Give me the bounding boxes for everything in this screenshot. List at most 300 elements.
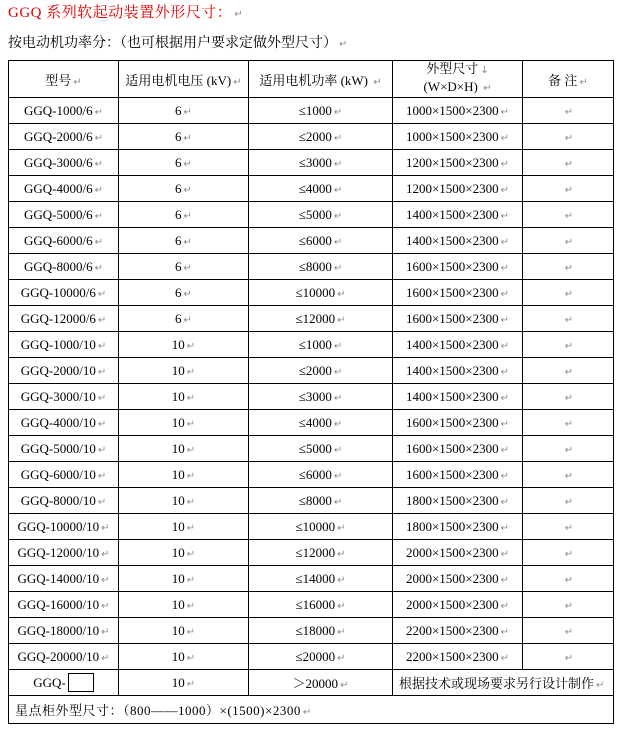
voltage-value: 10 (171, 518, 185, 534)
paragraph-mark: ↵ (186, 340, 196, 352)
paragraph-mark: ↵ (183, 314, 192, 326)
paragraph-mark: ↵ (186, 678, 196, 690)
table-row (9, 566, 614, 592)
paragraph-mark: ↵ (97, 366, 107, 378)
power-cell (249, 124, 393, 150)
voltage-value: 10 (171, 440, 185, 456)
dims-cell (393, 306, 523, 332)
paragraph-mark: ↵ (564, 652, 574, 664)
header-dims-sublabel: (W×D×H) (423, 79, 478, 94)
model-cell (9, 618, 119, 644)
voltage-value: 6 (175, 180, 182, 196)
model-cell (9, 124, 119, 150)
power-cell (249, 228, 393, 254)
voltage-cell (119, 540, 249, 566)
dims-value: 1400×1500×2300 (405, 388, 499, 404)
paragraph-mark: ↵ (564, 418, 574, 430)
dims-cell (393, 618, 523, 644)
power-value: ≤5000 (298, 206, 332, 222)
voltage-cell (119, 306, 249, 332)
model-value: GGQ-6000/6 (24, 232, 93, 248)
dims-cell (393, 488, 523, 514)
paragraph-mark: ↵ (234, 9, 244, 20)
voltage-value: 6 (175, 232, 182, 248)
remark-cell (523, 202, 614, 228)
power-value: ≤10000 (295, 284, 336, 300)
voltage-value: 10 (171, 622, 185, 638)
power-cell (249, 306, 393, 332)
paragraph-mark: ↵ (564, 158, 574, 170)
dims-cell (393, 358, 523, 384)
power-cell (249, 436, 393, 462)
model-cell (9, 280, 119, 306)
table-row (9, 332, 614, 358)
voltage-cell (119, 592, 249, 618)
power-cell (249, 618, 393, 644)
paragraph-mark: ↵ (564, 574, 574, 586)
power-cell (249, 176, 393, 202)
dims-value: 1800×1500×2300 (405, 492, 499, 508)
paragraph-mark: ↵ (97, 496, 107, 508)
paragraph-mark: ↵ (337, 574, 346, 586)
paragraph-mark: ↵ (500, 184, 510, 196)
dims-cell (393, 540, 523, 566)
power-cell (249, 592, 393, 618)
line-break-mark: ↓ (480, 65, 489, 76)
table-row (9, 254, 614, 280)
paragraph-mark: ↵ (186, 470, 196, 482)
model-cell (9, 254, 119, 280)
table-row (9, 384, 614, 410)
dimensions-table (8, 60, 614, 724)
remark-cell (523, 98, 614, 124)
special-power-value: ＞20000 (292, 676, 339, 691)
model-cell (9, 488, 119, 514)
paragraph-mark: ↵ (337, 288, 346, 300)
paragraph-mark: ↵ (564, 548, 574, 560)
model-value: GGQ-20000/10 (17, 648, 100, 664)
voltage-value: 10 (171, 336, 185, 352)
paragraph-mark: ↵ (94, 106, 103, 118)
voltage-value: 10 (171, 648, 185, 664)
voltage-cell (119, 462, 249, 488)
paragraph-mark: ↵ (500, 496, 510, 508)
table-row (9, 410, 614, 436)
power-cell (249, 280, 393, 306)
paragraph-mark: ↵ (97, 340, 107, 352)
power-value: ≤3000 (298, 154, 332, 170)
power-value: ≤2000 (298, 128, 332, 144)
voltage-cell (119, 228, 249, 254)
paragraph-mark: ↵ (333, 392, 343, 404)
model-cell (9, 358, 119, 384)
remark-cell (523, 514, 614, 540)
paragraph-mark: ↵ (183, 184, 192, 196)
power-value: ≤6000 (298, 232, 332, 248)
model-cell (9, 462, 119, 488)
dims-value: 1600×1500×2300 (405, 414, 499, 430)
model-value: GGQ-2000/6 (24, 128, 93, 144)
voltage-value: 10 (171, 596, 185, 612)
header-model-label: 型号 (45, 72, 72, 88)
special-model-prefix: GGQ- (33, 675, 66, 690)
model-value: GGQ-5000/6 (24, 206, 93, 222)
paragraph-mark: ↵ (564, 600, 574, 612)
paragraph-mark: ↵ (564, 444, 574, 456)
paragraph-mark: ↵ (186, 574, 196, 586)
paragraph-mark: ↵ (186, 392, 196, 404)
voltage-cell (119, 176, 249, 202)
paragraph-mark: ↵ (564, 522, 574, 534)
header-dims-label: 外型尺寸 (426, 61, 479, 76)
voltage-cell (119, 436, 249, 462)
power-cell (249, 462, 393, 488)
dims-cell (393, 228, 523, 254)
paragraph-mark: ↵ (186, 522, 196, 534)
remark-cell (523, 410, 614, 436)
model-value: GGQ-12000/10 (17, 544, 100, 560)
paragraph-mark: ↵ (564, 626, 574, 638)
dims-cell (393, 436, 523, 462)
paragraph-mark: ↵ (500, 210, 510, 222)
special-note-cell (393, 670, 614, 696)
header-model (9, 61, 119, 98)
page-subtitle (8, 34, 619, 54)
remark-cell (523, 618, 614, 644)
header-remark-label: 备 注 (548, 72, 578, 88)
power-value: ≤1000 (298, 102, 332, 118)
voltage-value: 6 (175, 128, 182, 144)
paragraph-mark: ↵ (339, 39, 348, 50)
special-row (9, 670, 614, 696)
header-power (249, 61, 393, 98)
header-voltage (119, 61, 249, 98)
power-cell (249, 150, 393, 176)
paragraph-mark: ↵ (94, 132, 103, 144)
dims-cell (393, 150, 523, 176)
header-remark (523, 61, 614, 98)
power-cell (249, 410, 393, 436)
model-cell (9, 202, 119, 228)
voltage-cell (119, 644, 249, 670)
paragraph-mark: ↵ (564, 470, 574, 482)
model-value: GGQ-4000/6 (24, 180, 93, 196)
special-model-cell (9, 670, 119, 696)
model-value: GGQ-2000/10 (20, 362, 96, 378)
header-row (9, 61, 614, 98)
remark-cell (523, 228, 614, 254)
power-value: ≤20000 (295, 648, 336, 664)
paragraph-mark: ↵ (564, 106, 574, 118)
voltage-cell (119, 384, 249, 410)
paragraph-mark: ↵ (337, 600, 346, 612)
remark-cell (523, 592, 614, 618)
power-value: ≤3000 (298, 388, 332, 404)
remark-cell (523, 384, 614, 410)
model-cell (9, 566, 119, 592)
voltage-cell (119, 566, 249, 592)
paragraph-mark: ↵ (73, 76, 82, 88)
paragraph-mark: ↵ (333, 444, 343, 456)
voltage-value: 6 (175, 310, 182, 326)
header-voltage-label: 适用电机电压 (kV) (125, 72, 232, 88)
model-cell (9, 436, 119, 462)
model-cell (9, 150, 119, 176)
paragraph-mark: ↵ (186, 496, 196, 508)
dims-value: 1400×1500×2300 (405, 206, 499, 222)
paragraph-mark: ↵ (94, 210, 103, 222)
table-row (9, 644, 614, 670)
paragraph-mark: ↵ (500, 444, 510, 456)
table-row (9, 176, 614, 202)
paragraph-mark: ↵ (94, 236, 103, 248)
remark-cell (523, 306, 614, 332)
voltage-value: 6 (175, 154, 182, 170)
model-value: GGQ-3000/6 (24, 154, 93, 170)
paragraph-mark: ↵ (333, 236, 343, 248)
paragraph-mark: ↵ (333, 210, 343, 222)
table-row (9, 618, 614, 644)
paragraph-mark: ↵ (500, 392, 510, 404)
paragraph-mark: ↵ (340, 680, 349, 691)
voltage-value: 10 (171, 362, 185, 378)
voltage-value: 6 (175, 284, 182, 300)
paragraph-mark: ↵ (564, 210, 574, 222)
model-cell (9, 514, 119, 540)
paragraph-mark: ↵ (333, 418, 343, 430)
model-cell (9, 644, 119, 670)
paragraph-mark: ↵ (183, 288, 192, 300)
model-value: GGQ-1000/10 (20, 336, 96, 352)
table-row (9, 462, 614, 488)
dims-value: 1600×1500×2300 (405, 258, 499, 274)
model-cell (9, 98, 119, 124)
paragraph-mark: ↵ (333, 366, 343, 378)
power-cell (249, 254, 393, 280)
paragraph-mark: ↵ (564, 340, 574, 352)
dims-value: 1000×1500×2300 (405, 102, 499, 118)
dims-value: 1400×1500×2300 (405, 232, 499, 248)
model-value: GGQ-16000/10 (17, 596, 100, 612)
remark-cell (523, 150, 614, 176)
footer-note-cell (9, 696, 614, 724)
power-cell (249, 540, 393, 566)
paragraph-mark: ↵ (564, 314, 574, 326)
paragraph-mark: ↵ (500, 158, 510, 170)
table-row (9, 202, 614, 228)
dims-value: 2000×1500×2300 (405, 570, 499, 586)
paragraph-mark: ↵ (500, 652, 510, 664)
model-value: GGQ-8000/6 (24, 258, 93, 274)
dims-value: 1600×1500×2300 (405, 284, 499, 300)
dims-cell (393, 462, 523, 488)
dims-cell (393, 124, 523, 150)
model-cell (9, 306, 119, 332)
power-value: ≤4000 (298, 180, 332, 196)
paragraph-mark: ↵ (500, 132, 510, 144)
voltage-value: 10 (171, 570, 185, 586)
remark-cell (523, 254, 614, 280)
voltage-value: 10 (171, 388, 185, 404)
dims-value: 1400×1500×2300 (405, 336, 499, 352)
power-cell (249, 332, 393, 358)
model-cell (9, 176, 119, 202)
voltage-cell (119, 150, 249, 176)
voltage-cell (119, 124, 249, 150)
paragraph-mark: ↵ (183, 262, 192, 274)
paragraph-mark: ↵ (183, 158, 192, 170)
dims-cell (393, 254, 523, 280)
voltage-cell (119, 488, 249, 514)
power-value: ≤18000 (295, 622, 336, 638)
table-row (9, 150, 614, 176)
table-row (9, 124, 614, 150)
paragraph-mark: ↵ (94, 158, 103, 170)
paragraph-mark: ↵ (500, 418, 510, 430)
power-cell (249, 488, 393, 514)
model-value: GGQ-3000/10 (20, 388, 96, 404)
paragraph-mark: ↵ (333, 106, 343, 118)
paragraph-mark: ↵ (500, 600, 510, 612)
paragraph-mark: ↵ (183, 236, 192, 248)
dims-cell (393, 566, 523, 592)
remark-cell (523, 644, 614, 670)
model-cell (9, 384, 119, 410)
remark-cell (523, 280, 614, 306)
remark-cell (523, 124, 614, 150)
model-value: GGQ-4000/10 (20, 414, 96, 430)
paragraph-mark: ↵ (186, 626, 196, 638)
voltage-cell (119, 202, 249, 228)
remark-cell (523, 358, 614, 384)
paragraph-mark: ↵ (500, 262, 510, 274)
dims-cell (393, 514, 523, 540)
paragraph-mark: ↵ (596, 680, 605, 691)
power-value: ≤12000 (295, 310, 336, 326)
paragraph-mark: ↵ (101, 574, 110, 586)
header-power-label: 适用电机功率 (kW) (259, 72, 369, 88)
paragraph-mark: ↵ (183, 106, 192, 118)
power-value: ≤6000 (298, 466, 332, 482)
paragraph-mark: ↵ (333, 496, 343, 508)
page-title (8, 4, 619, 24)
dims-value: 2200×1500×2300 (405, 648, 499, 664)
model-value: GGQ-18000/10 (17, 622, 100, 638)
remark-cell (523, 488, 614, 514)
model-value: GGQ-6000/10 (20, 466, 96, 482)
model-cell (9, 410, 119, 436)
paragraph-mark: ↵ (500, 522, 510, 534)
paragraph-mark: ↵ (500, 314, 510, 326)
remark-cell (523, 176, 614, 202)
paragraph-mark: ↵ (97, 392, 107, 404)
paragraph-mark: ↵ (333, 184, 343, 196)
model-cell (9, 540, 119, 566)
power-cell (249, 514, 393, 540)
dims-cell (393, 176, 523, 202)
voltage-value: 6 (175, 258, 182, 274)
voltage-cell (119, 618, 249, 644)
table-row (9, 228, 614, 254)
footer-row (9, 696, 614, 724)
remark-cell (523, 332, 614, 358)
dims-cell (393, 280, 523, 306)
dims-cell (393, 202, 523, 228)
table-tail (9, 670, 614, 724)
dims-cell (393, 384, 523, 410)
paragraph-mark: ↵ (94, 184, 103, 196)
paragraph-mark: ↵ (186, 548, 196, 560)
paragraph-mark: ↵ (564, 262, 574, 274)
dims-cell (393, 592, 523, 618)
table-row (9, 436, 614, 462)
paragraph-mark: ↵ (97, 288, 107, 300)
power-value: ≤10000 (295, 518, 336, 534)
dims-cell (393, 410, 523, 436)
paragraph-mark: ↵ (186, 444, 196, 456)
paragraph-mark: ↵ (183, 132, 192, 144)
paragraph-mark: ↵ (186, 418, 196, 430)
voltage-cell (119, 410, 249, 436)
paragraph-mark: ↵ (483, 83, 492, 94)
paragraph-mark: ↵ (101, 652, 110, 664)
dims-cell (393, 332, 523, 358)
remark-cell (523, 566, 614, 592)
voltage-cell (119, 514, 249, 540)
paragraph-mark: ↵ (500, 340, 510, 352)
dims-value: 2000×1500×2300 (405, 596, 499, 612)
special-voltage-value: 10 (171, 674, 185, 690)
paragraph-mark: ↵ (337, 314, 346, 326)
paragraph-mark: ↵ (302, 707, 312, 718)
dims-cell (393, 644, 523, 670)
paragraph-mark: ↵ (564, 392, 574, 404)
paragraph-mark: ↵ (500, 470, 510, 482)
paragraph-mark: ↵ (500, 236, 510, 248)
paragraph-mark: ↵ (333, 340, 343, 352)
page-subtitle-text: 按电动机功率分：（也可根据用户要求定做外型尺寸） (8, 36, 337, 51)
paragraph-mark: ↵ (500, 366, 510, 378)
dims-value: 1200×1500×2300 (405, 180, 499, 196)
dims-value: 1400×1500×2300 (405, 362, 499, 378)
model-cell (9, 592, 119, 618)
paragraph-mark: ↵ (500, 106, 510, 118)
power-value: ≤4000 (298, 414, 332, 430)
dims-value: 1800×1500×2300 (405, 518, 499, 534)
paragraph-mark: ↵ (337, 522, 346, 534)
table-row (9, 540, 614, 566)
power-cell (249, 566, 393, 592)
remark-cell (523, 462, 614, 488)
model-value: GGQ-12000/6 (20, 310, 96, 326)
model-value: GGQ-14000/10 (17, 570, 100, 586)
remark-cell (523, 540, 614, 566)
dims-value: 2200×1500×2300 (405, 622, 499, 638)
special-voltage-cell (119, 670, 249, 696)
paragraph-mark: ↵ (186, 600, 196, 612)
voltage-value: 10 (171, 466, 185, 482)
voltage-value: 10 (171, 492, 185, 508)
table-row (9, 98, 614, 124)
model-value: GGQ-5000/10 (20, 440, 96, 456)
power-value: ≤8000 (298, 258, 332, 274)
paragraph-mark: ↵ (333, 132, 343, 144)
voltage-cell (119, 358, 249, 384)
table-body (9, 98, 614, 670)
paragraph-mark: ↵ (97, 470, 107, 482)
paragraph-mark: ↵ (186, 366, 196, 378)
paragraph-mark: ↵ (564, 496, 574, 508)
